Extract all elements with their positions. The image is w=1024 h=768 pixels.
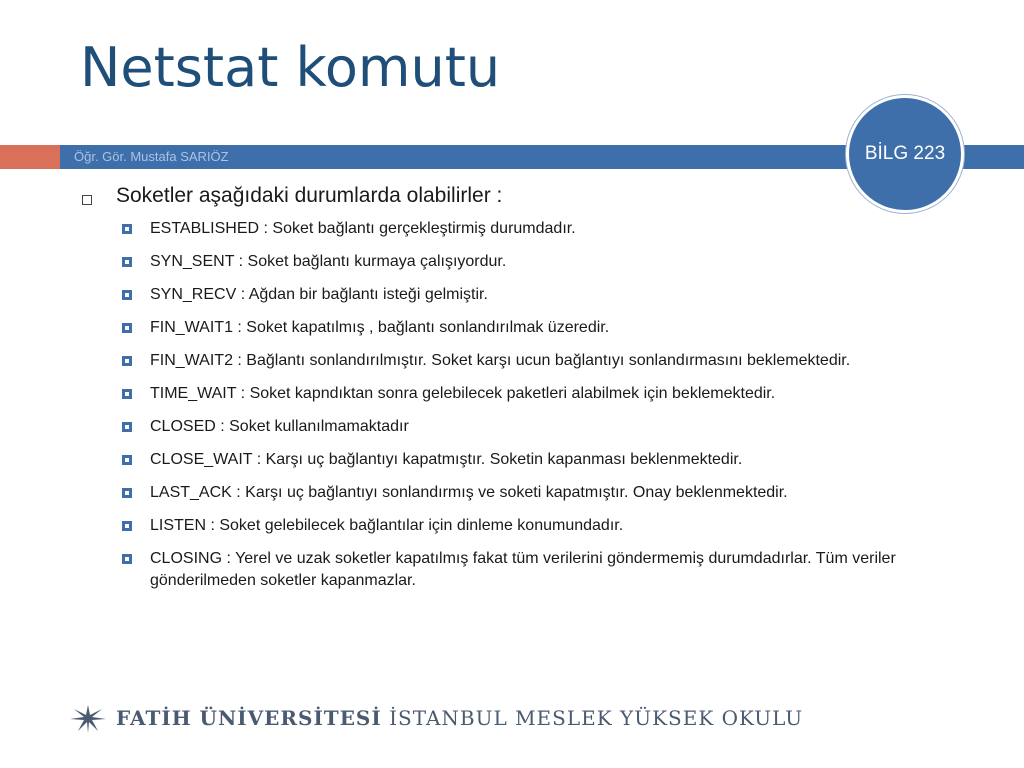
list-item-text: ESTABLISHED : Soket bağlantı gerçekleştirmiş durumdadır. [150,220,576,237]
square-bullet-icon [122,290,132,300]
header-band-red [0,145,60,169]
list-item [122,284,980,306]
square-bullet-icon [122,389,132,399]
list-item-text: TIME_WAIT : Soket kapndıktan sonra gelebilecek paketleri alabilmek için beklemektedir. [150,385,776,402]
square-bullet-icon [122,488,132,498]
square-bullet-icon [122,422,132,432]
footer-logo-banner [68,700,803,736]
state-list [80,218,980,592]
list-item-text: LISTEN : Soket gelebilecek bağlantılar için dinleme konumundadır. [150,517,624,534]
list-item [122,350,980,372]
square-bullet-icon [122,323,132,333]
list-item [122,383,980,405]
university-logo-icon [68,701,108,735]
list-item [122,416,980,438]
list-item-text: SYN_RECV : Ağdan bir bağlantı isteği gelmiştir. [150,286,488,303]
list-item [122,449,980,471]
hollow-square-bullet-icon [82,195,92,205]
list-item [122,515,980,537]
main-bullet-text: Soketler aşağıdaki durumlarda olabilirler : [116,184,503,207]
list-item-text: CLOSE_WAIT : Karşı uç bağlantıyı kapatmıştır. Soketin kapanması beklenmektedir. [150,451,743,468]
square-bullet-icon [122,521,132,531]
main-bullet [80,184,980,208]
square-bullet-icon [122,257,132,267]
list-item-text: CLOSING : Yerel ve uzak soketler kapatılmış fakat tüm verilerini göndermemiş durumdadırlar. Tüm veriler gönderilmeden soketler kapanmazlar. [150,550,896,589]
list-item [122,482,980,504]
square-bullet-icon [122,356,132,366]
list-item [122,317,980,339]
list-item [122,251,980,273]
square-bullet-icon [122,224,132,234]
footer-university: FATİH ÜNİVERSİTESİ [116,706,382,730]
list-item-text: FIN_WAIT1 : Soket kapatılmış , bağlantı sonlandırılmak üzeredir. [150,319,610,336]
list-item-text: FIN_WAIT2 : Bağlantı sonlandırılmıştır. Soket karşı ucun bağlantıyı sonlandırmasını beklemektedir. [150,352,851,369]
slide-content [80,184,980,603]
square-bullet-icon [122,455,132,465]
presenter-name: Öğr. Gör. Mustafa SARIÖZ [74,149,229,164]
square-bullet-icon [122,554,132,564]
course-code: BİLG 223 [864,143,946,164]
list-item-text: LAST_ACK : Karşı uç bağlantıyı sonlandırmış ve soketi kapatmıştır. Onay beklenmektedir. [150,484,788,501]
footer-school: İSTANBUL MESLEK YÜKSEK OKULU [389,706,804,730]
list-item [122,548,980,592]
slide-title: Netstat komutu [80,36,501,99]
list-item-text: SYN_SENT : Soket bağlantı kurmaya çalışıyordur. [150,253,507,270]
list-item [122,218,980,240]
list-item-text: CLOSED : Soket kullanılmamaktadır [150,418,409,435]
